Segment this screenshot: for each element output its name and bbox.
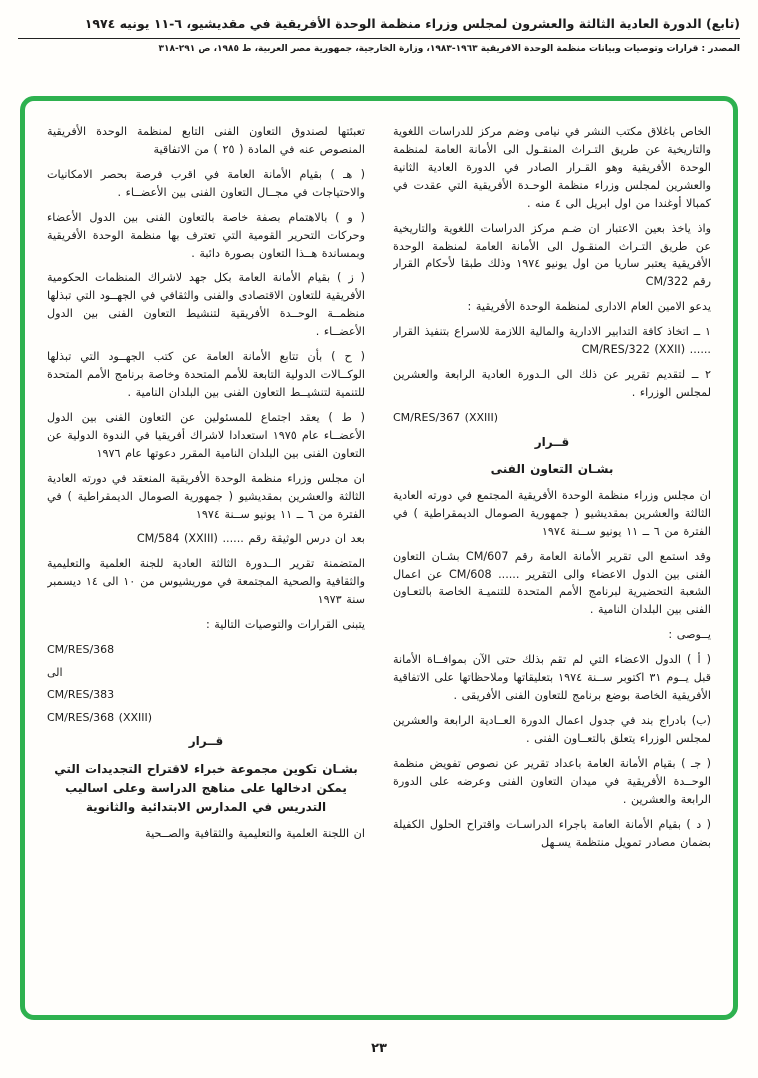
- paragraph: ٢ ــ لتقديم تقرير عن ذلك الى الـدورة العادية الرابعة والعشرين لمجلس الوزراء .: [393, 368, 711, 399]
- paragraph: قــرار: [534, 434, 570, 449]
- paragraph: وقد استمع الى تقرير الأمانة العامة رقم CM/607 بشـان التعاون الفنى بين الدول الاعضاء والى التقرير ...... CM/608 عن اعمال الشعبة التحضيرية لبرنامج الأمم المتحدة للتنميـة الخاصة بالتعـاون الفنى بين البلدان النامية .: [393, 549, 711, 617]
- page-number: ٢٣: [371, 1041, 387, 1056]
- paragraph: ( و ) بالاهتمام بصفة خاصة بالتعاون الفنى بين الدول الأعضاء وحركات التحرير القومية التي تعترف بها منظمة الوحدة الأفريقية وبمساندة هــذا التعاون بصورة دائبة .: [47, 210, 365, 260]
- paragraph: الخاص باغلاق مكتب النشر في نيامى وضم مركز للدراسات اللغوية والتاريخية عن طريق التـراث المنقـول الى الأمانة العامة لمنظمة الوحدة الأفريقية وهو القـرار الصادر في الدورة العادية الثانية والعشرين لمجلس وزراء منظمة الوحـدة الأفريقية التي عقدت في كمبالا أوغندا من اول ابريل الى ٤ منه .: [393, 125, 711, 210]
- paragraph: ( ط ) يعقد اجتماع للمسئولين عن التعاون الفنى بين الدول الأعضــاء عام ١٩٧٥ استعدادا لاشراك أفريقيا في الندوة الدولية عن التعاون الفنى بين البلدان النامية المقرر دعوتها عام ١٩٧٦: [47, 410, 365, 460]
- paragraph: بشـان التعاون الفنى: [490, 461, 614, 476]
- header-source: المصدر : قرارات وتوصيات وبيانات منظمة الوحدة الأفريقية ١٩٦٣-١٩٨٣، وزارة الخارجية، جمهورية مصر العربية، ط ١٩٨٥، ص ٢٩١-٣١٨: [158, 44, 740, 54]
- text-columns: [25, 101, 733, 1015]
- paragraph: ١ ــ اتخاذ كافة التدابير الادارية والمالية اللازمة للاسراع بتنفيذ القرار ...... CM/RES/322 (XXII): [393, 325, 711, 357]
- paragraph: يــوصى :: [668, 628, 711, 642]
- header-divider: [18, 38, 740, 39]
- paragraph: ان مجلس وزراء منظمة الوحدة الأفريقية المجتمع في دورته العادية الثالثة والعشرين بمقديشيو ( جمهورية الصومال الديمقراطية ) في الفترة من ٦ ــ ١١ يونيو ســنة ١٩٧٤: [393, 488, 711, 538]
- paragraph: بشـان تكوين مجموعة خبراء لاقتراح التجديدات التي يمكن ادخالها على مناهج الدراسة وعلى اساليب التدريس في المدارس الابتدائية والثانوية: [54, 761, 358, 814]
- paragraph: الى: [47, 665, 63, 679]
- paragraph: ( هـ ) بقيام الأمانة العامة في اقرب فرصة بحصر الامكانيات والاحتياجات في مجــال التعاون الفنى بين الأعضــاء .: [47, 167, 365, 199]
- paragraph: ( ح ) بأن تتابع الأمانة العامة عن كتب الجهــود التي تبذلها الوكــالات الدولية التابعة للأمم المتحدة وخاصة برنامج الأمم المتحدة للتنمية لتنشيــط التعاون الفنى بين البلدان النامية .: [47, 350, 365, 399]
- page-header: [18, 16, 740, 54]
- paragraph: (ب) بادراج بند في جدول اعمال الدورة العــادية الرابعة والعشرين لمجلس الوزراء يتعلق بالتعــاون الفنى .: [393, 714, 711, 745]
- paragraph: واذ ياخذ بعين الاعتبار ان ضـم مركز الدراسات اللغوية والتاريخية عن طريق التـراث المنقـول الى الأمانة العامة لمنظمة الوحدة الأفريقية يعتبر ساريا من اول يونيو ١٩٧٤ وذلك طبقا لأحكام القرار رقم CM/322: [393, 221, 711, 289]
- paragraph: CM/RES/368 (XXIII): [47, 710, 153, 724]
- paragraph: ( جـ ) بقيام الأمانة العامة باعداد تقرير عن نصوص تفويض منظمة الوحــدة الأفريقية في ميدان التعاون الفنى وعرضه على الدورة الرابعة والعشرين .: [393, 756, 711, 806]
- paragraph: ( أ ) الدول الاعضاء التي لم تقم بذلك حتى الآن بموافــاة الأمانة قبل يــوم ٣١ اكتوبر ســنة ١٩٧٤ بتعليقاتها وملاحظاتها على الاتفاقية الأفريقية الخاصة بوضع برنامج للتعاون الفنى الأفريقى .: [393, 653, 711, 703]
- column-left: [47, 123, 365, 1001]
- paragraph: CM/RES/383: [47, 688, 115, 702]
- paragraph: يدعو الامين العام الادارى لمنظمة الوحدة الأفريقية :: [467, 300, 711, 314]
- paragraph: CM/RES/367 (XXIII): [393, 410, 499, 424]
- paragraph: CM/RES/368: [47, 643, 115, 657]
- paragraph: المتضمنة تقرير الــدورة الثالثة العادية للجنة العلمية والتعليمية والثقافية والصحية المجتمعة في موريشيوس من ١٠ الى ١٤ ديسمبر سنة ١٩٧٣: [47, 557, 365, 607]
- paragraph: ان اللجنة العلمية والتعليمية والثقافية والصــحية: [145, 827, 365, 841]
- paragraph: تعبئتها لصندوق التعاون الفنى التابع لمنظمة الوحدة الأفريقية المنصوص عنه في المادة ( ٢٥ ) من الاتفاقية: [47, 125, 365, 156]
- paragraph: يتبنى القرارات والتوصيات التالية :: [205, 618, 365, 632]
- paragraph: ان مجلس وزراء منظمة الوحدة الأفريقية المنعقد في دورته العادية الثالثة والعشرين بمقديشيو ( جمهورية الصومال الديمقراطية ) في الفترة من ٦ ــ ١١ يونيو ســنة ١٩٧٤: [47, 471, 365, 521]
- column-right: [393, 123, 711, 1001]
- paragraph: بعد ان درس الوثيقة رقم ...... CM/584 (XXIII): [136, 532, 365, 546]
- document-frame: [20, 96, 738, 1020]
- paragraph: ( ز ) بقيام الأمانة العامة بكل جهد لاشراك المنظمات الحكومية الأفريقية للتعاون الاقتصادى والفنى والثقافي في الجهــود التي تبذلها منظمــة الوحــدة الأفريقية لتنشيط التعاون الفنى بين الدول الأعضــاء .: [47, 271, 365, 339]
- paragraph: قــرار: [188, 734, 224, 749]
- header-title: (تابع) الدورة العادية الثالثة والعشرون لمجلس وزراء منظمة الوحدة الأفريقية في مقديشيو، ٦-١١ يونيه ١٩٧٤: [84, 16, 740, 31]
- paragraph: ( د ) بقيام الأمانة العامة باجراء الدراسـات واقتراح الحلول الكفيلة بضمان مصادر تمويل منتظمة يسـهل: [393, 817, 711, 849]
